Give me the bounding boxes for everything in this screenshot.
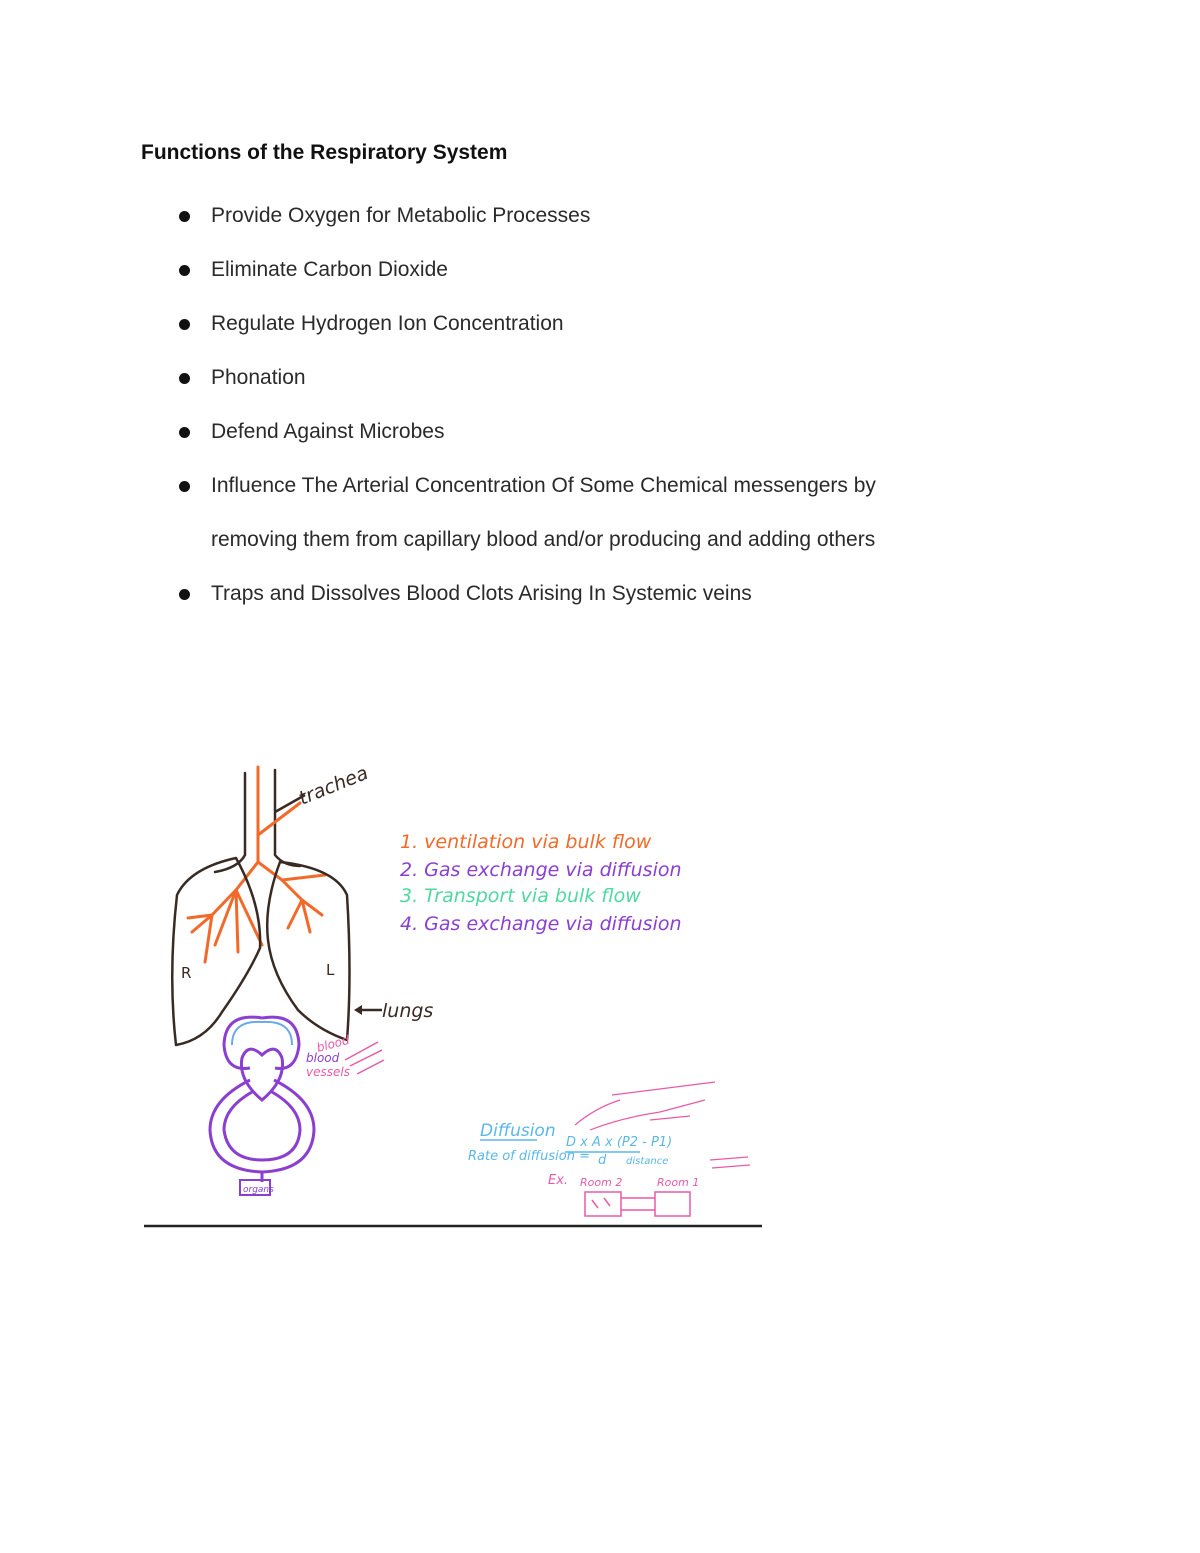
list-item-text: Influence The Arterial Concentration Of Some Chemical messengers by: [211, 474, 876, 497]
step-2-label: 2. Gas exchange via diffusion: [400, 859, 682, 881]
page-title: Functions of the Respiratory System: [141, 141, 508, 164]
list-item-text: Regulate Hydrogen Ion Concentration: [211, 312, 564, 335]
organs-label: organs: [243, 1185, 274, 1195]
right-lung-label: R: [181, 964, 192, 982]
diffusion-heading: Diffusion: [480, 1121, 556, 1141]
distance-note: distance: [626, 1156, 669, 1167]
list-item-text: Defend Against Microbes: [211, 420, 445, 443]
vessels-label-line-3: vessels: [306, 1065, 350, 1079]
vessels-label-line-2: blood: [306, 1051, 340, 1065]
systemic-circuit: [210, 1080, 314, 1182]
heart-icon: [241, 1049, 282, 1100]
list-item-text: Provide Oxygen for Metabolic Processes: [211, 204, 591, 227]
lungs-arrow-icon: [354, 1005, 382, 1015]
list-item-text: Eliminate Carbon Dioxide: [211, 258, 448, 281]
step-3-label: 3. Transport via bulk flow: [400, 885, 641, 907]
step-1-label: 1. ventilation via bulk flow: [400, 831, 652, 853]
vessels-label-line-1: blood: [315, 1032, 351, 1055]
room-1-label: Room 1: [657, 1176, 700, 1189]
rooms-diagram: [585, 1192, 690, 1216]
trachea-label: trachea: [295, 761, 372, 810]
vessels-note-scribble: [345, 1042, 384, 1074]
rate-of-diffusion-label: Rate of diffusion =: [468, 1149, 590, 1164]
lungs-label: lungs: [382, 1000, 434, 1022]
list-item-text: Phonation: [211, 366, 306, 389]
list-item-text: Traps and Dissolves Blood Clots Arising In Systemic veins: [211, 582, 752, 605]
diffusion-denominator: d: [598, 1153, 607, 1168]
diffusion-numerator: D x A x (P2 - P1): [566, 1135, 673, 1150]
left-lung-label: L: [326, 961, 335, 979]
pulmonary-circuit: [224, 1017, 299, 1068]
list-item-text-continued: removing them from capillary blood and/or producing and adding others: [211, 528, 876, 551]
room-2-label: Room 2: [580, 1176, 623, 1189]
example-label: Ex.: [548, 1173, 569, 1188]
step-4-label: 4. Gas exchange via diffusion: [400, 913, 682, 935]
